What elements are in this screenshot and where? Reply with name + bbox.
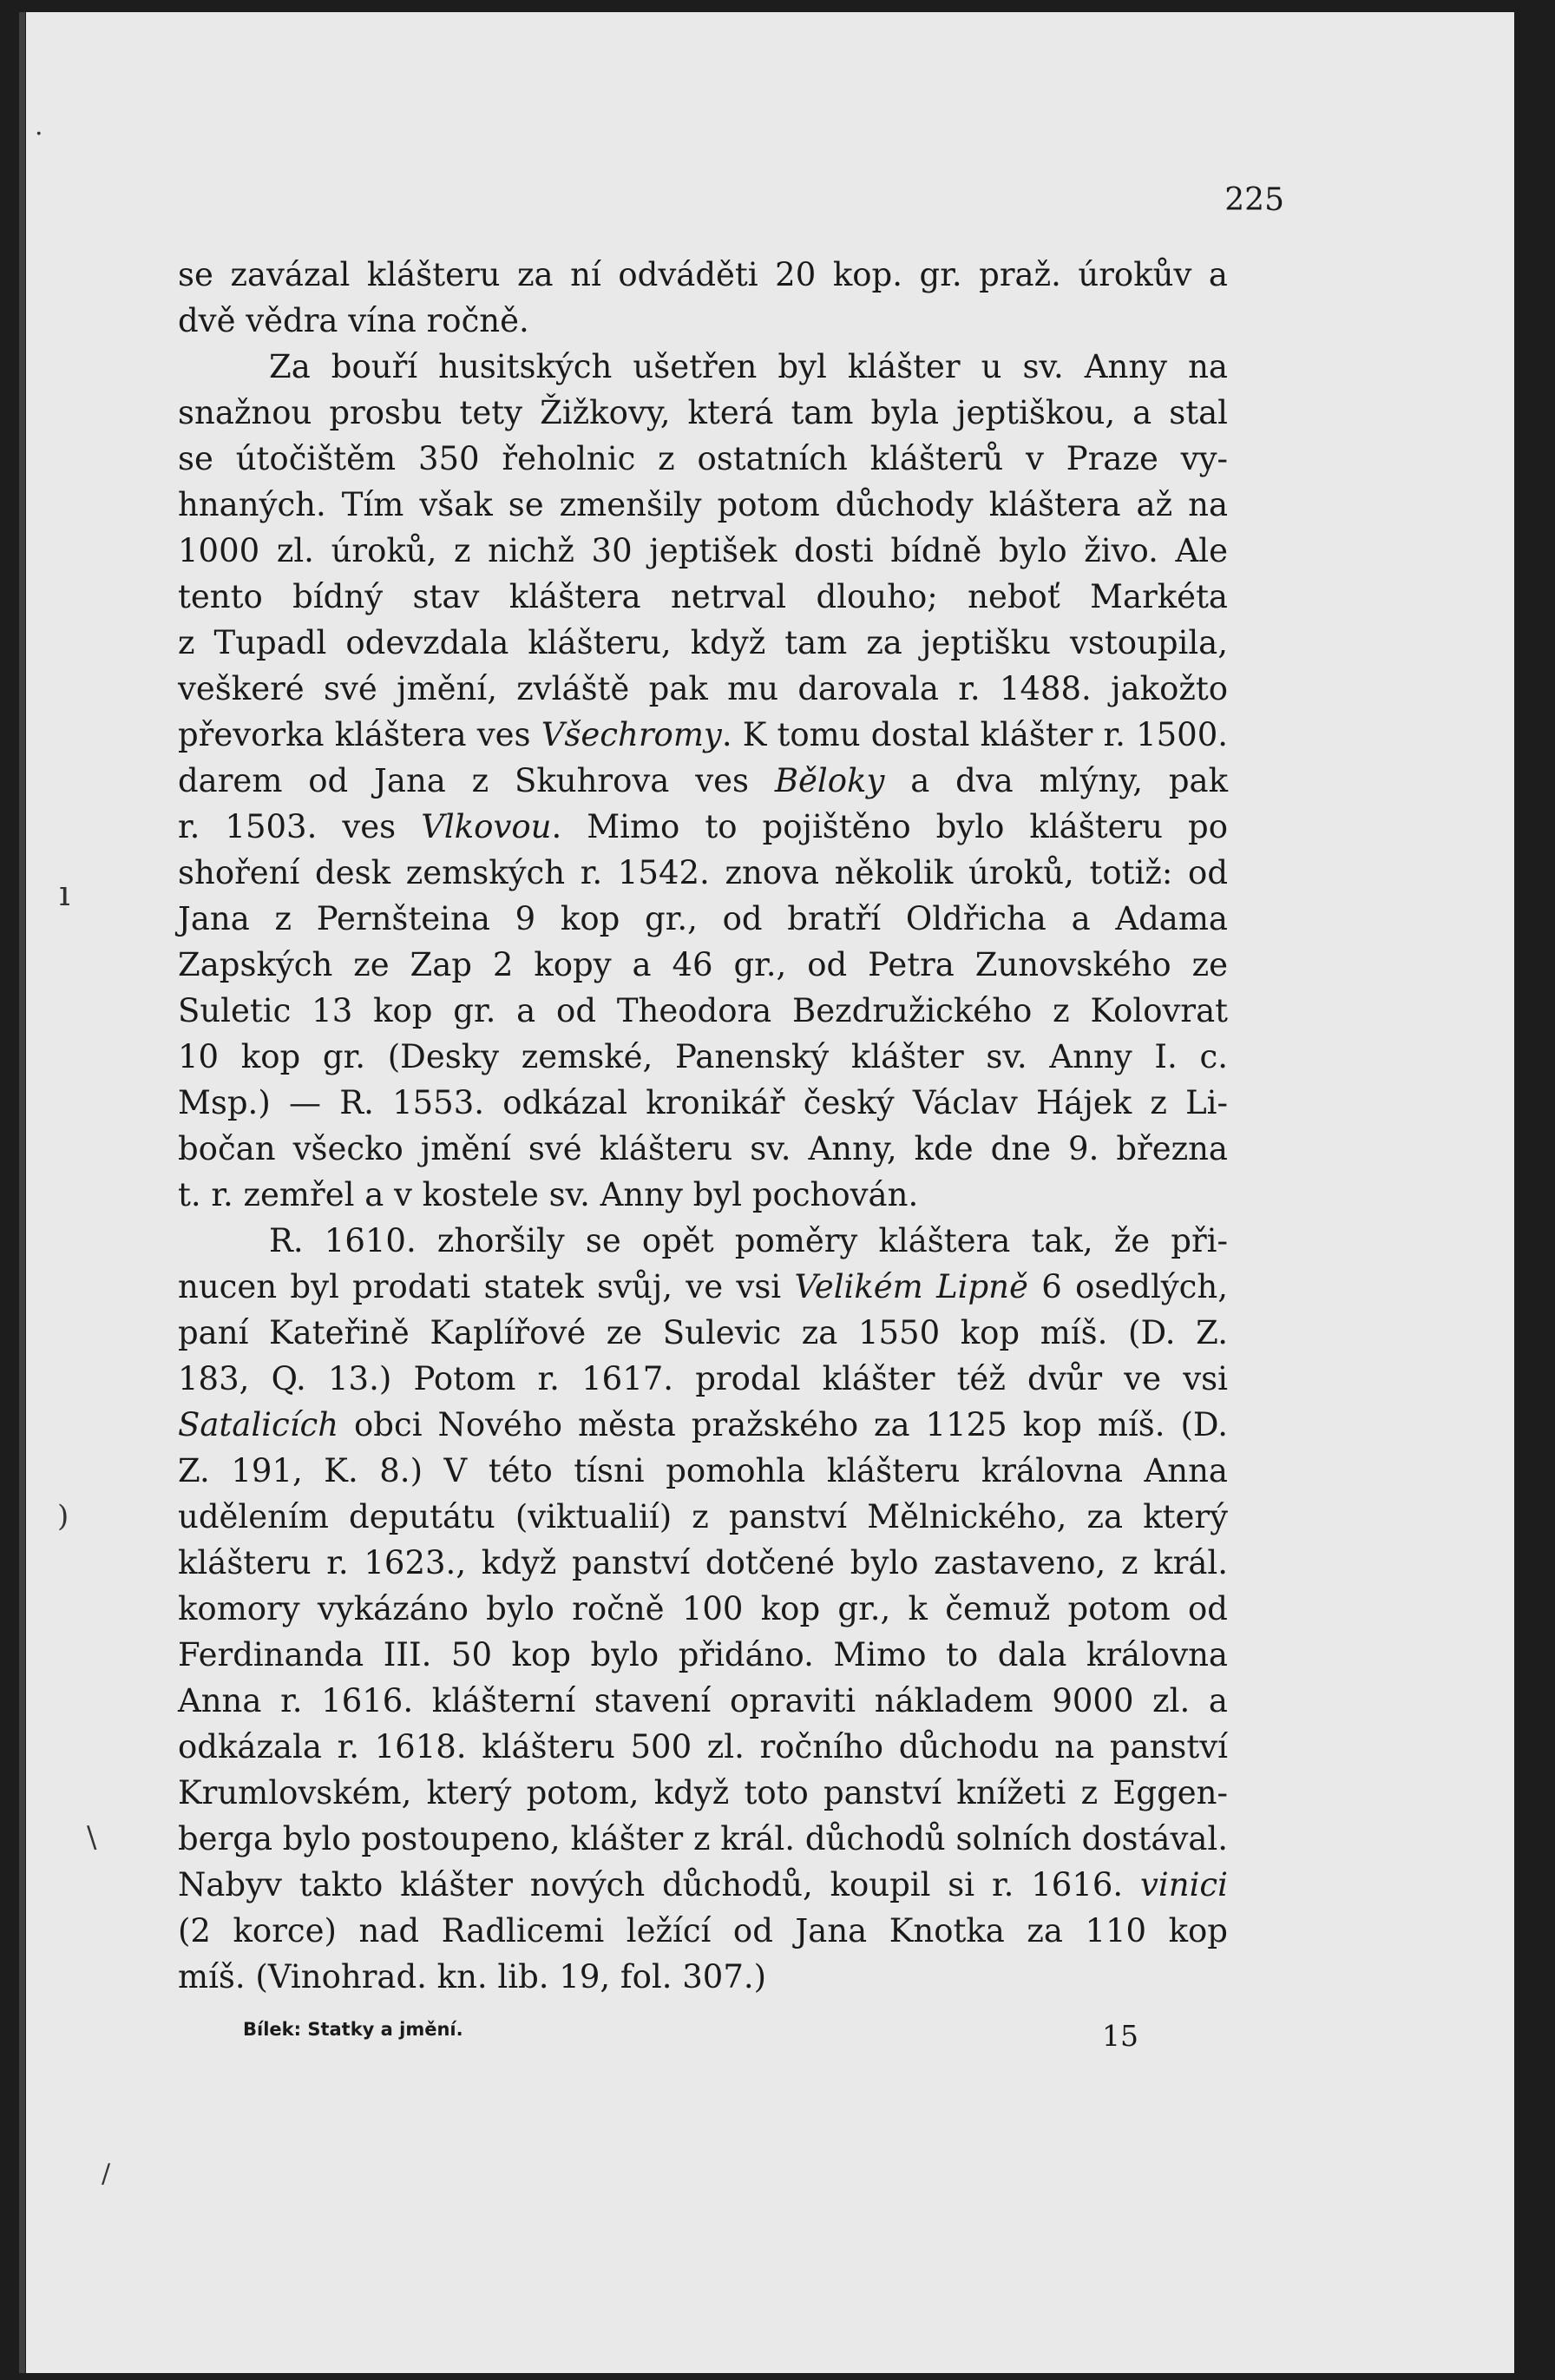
italic-place-name: Vlkovou <box>421 808 552 845</box>
text-run: tento bídný stav kláštera netrval dlouho; neboť Markéta <box>178 578 1228 615</box>
italic-place-name: vinici <box>1140 1866 1228 1903</box>
text-line <box>178 620 1228 666</box>
text-run: míš. (Vinohrad. kn. lib. 19, fol. 307.) <box>178 1958 767 1995</box>
text-line <box>178 1264 1228 1310</box>
text-line <box>178 1632 1228 1678</box>
margin-mark: \ <box>87 1820 97 1855</box>
text-line <box>178 666 1228 712</box>
text-line <box>178 942 1228 988</box>
text-line <box>178 1954 1228 2000</box>
text-run: udělením deputátu (viktualií) z panství Mělnického, za který <box>178 1498 1228 1535</box>
text-line <box>178 804 1228 850</box>
text-run: . K tomu dostal klášter r. 1500. <box>721 716 1228 753</box>
italic-place-name: Velikém Lipně <box>794 1268 1028 1305</box>
italic-place-name: Běloky <box>774 762 885 799</box>
text-line <box>178 1540 1228 1586</box>
text-line <box>178 1494 1228 1540</box>
text-line <box>178 482 1228 528</box>
book-spine-edge <box>19 12 25 2373</box>
text-run: obci Nového města pražského za 1125 kop míš. (D. <box>338 1406 1228 1443</box>
text-line <box>178 1034 1228 1080</box>
text-run: se zavázal klášteru za ní odváděti 20 kop. gr. praž. úrokův a <box>178 256 1228 293</box>
text-line <box>178 574 1228 620</box>
text-line <box>178 1402 1228 1448</box>
text-run: paní Kateřině Kaplířové ze Sulevic za 1550 kop míš. (D. Z. <box>178 1314 1228 1351</box>
text-line <box>178 252 1228 298</box>
text-line <box>178 712 1228 758</box>
text-run: Msp.) — R. 1553. odkázal kronikář český Václav Hájek z Li- <box>178 1084 1228 1121</box>
text-line <box>178 1908 1228 1954</box>
text-line <box>178 528 1228 574</box>
text-run: Za bouří husitských ušetřen byl klášter u sv. Anny na <box>269 348 1228 385</box>
text-run: Ferdinanda III. 50 kop bylo přidáno. Mimo to dala královna <box>178 1636 1228 1673</box>
text-run: Nabyv takto klášter nových důchodů, koupil si r. 1616. <box>178 1866 1141 1903</box>
text-run: snažnou prosbu tety Žižkovy, která tam byla jeptiškou, a stal <box>178 394 1228 431</box>
footer-signature: Bílek: Statky a jmění. <box>243 2019 463 2040</box>
text-run: veškeré své jmění, zvláště pak mu darovala r. 1488. jakožto <box>178 670 1228 707</box>
text-run: shoření desk zemských r. 1542. znova několik úroků, totiž: od <box>178 854 1228 891</box>
text-line <box>178 1586 1228 1632</box>
text-run: odkázala r. 1618. klášteru 500 zl. ročního důchodu na panství <box>178 1728 1228 1765</box>
text-run: . Mimo to pojištěno bylo klášteru po <box>551 808 1228 845</box>
text-run: Krumlovském, který potom, když toto panství knížeti z Eggen- <box>178 1774 1228 1811</box>
text-line <box>178 850 1228 896</box>
margin-mark: · <box>35 119 43 149</box>
text-line <box>178 1816 1228 1862</box>
text-run: nucen byl prodati statek svůj, ve vsi <box>178 1268 795 1305</box>
text-run: a dva mlýny, pak <box>884 762 1228 799</box>
text-line <box>178 1862 1228 1908</box>
text-run: Jana z Pernšteina 9 kop gr., od bratří Oldřicha a Adama <box>178 900 1228 937</box>
margin-mark: ı <box>59 874 70 914</box>
margin-mark: / <box>102 2159 111 2189</box>
text-run: se útočištěm 350 řeholnic z ostatních klášterů v Praze vy- <box>178 440 1228 477</box>
text-run: z Tupadl odevzdala klášteru, když tam za jeptišku vstoupila, <box>178 624 1228 661</box>
footer-sheet-number: 15 <box>1102 2019 1138 2053</box>
text-run: 1000 zl. úroků, z nichž 30 jeptišek dosti bídně bylo živo. Ale <box>178 532 1228 569</box>
text-line <box>178 1080 1228 1126</box>
text-run: Z. 191, K. 8.) V této tísni pomohla klášteru královna Anna <box>178 1452 1228 1489</box>
text-run: R. 1610. zhoršily se opět poměry kláštera tak, že při- <box>269 1222 1228 1259</box>
text-line <box>178 988 1228 1034</box>
text-line <box>178 436 1228 482</box>
text-run: r. 1503. ves <box>178 808 422 845</box>
text-run: 183, Q. 13.) Potom r. 1617. prodal klášter též dvůr ve vsi <box>178 1360 1228 1397</box>
text-line <box>178 1218 1228 1264</box>
text-run: Suletic 13 kop gr. a od Theodora Bezdružického z Kolovrat <box>178 992 1228 1029</box>
text-line <box>178 344 1228 390</box>
text-line <box>178 1356 1228 1402</box>
text-run: Zapských ze Zap 2 kopy a 46 gr., od Petra Zunovského ze <box>178 946 1228 983</box>
text-run: hnaných. Tím však se zmenšily potom důchody kláštera až na <box>178 486 1228 523</box>
text-run: dvě vědra vína ročně. <box>178 302 529 339</box>
italic-place-name: Satalicích <box>178 1406 339 1443</box>
italic-place-name: Všechromy <box>541 716 722 753</box>
text-line <box>178 1310 1228 1356</box>
text-run: klášteru r. 1623., když panství dotčené bylo zastaveno, z král. <box>178 1544 1228 1581</box>
text-run: 6 osedlých, <box>1027 1268 1228 1305</box>
text-run: převorka kláštera ves <box>178 716 541 753</box>
margin-mark: ) <box>57 1499 69 1534</box>
page-number: 225 <box>1224 182 1284 218</box>
text-line <box>178 1770 1228 1816</box>
text-line <box>178 1678 1228 1724</box>
text-line <box>178 390 1228 436</box>
text-run: bočan všecko jmění své klášteru sv. Anny, kde dne 9. března <box>178 1130 1228 1167</box>
text-line <box>178 1126 1228 1172</box>
text-line <box>178 1724 1228 1770</box>
text-run: komory vykázáno bylo ročně 100 kop gr., k čemuž potom od <box>178 1590 1228 1627</box>
text-run: 10 kop gr. (Desky zemské, Panenský klášter sv. Anny I. c. <box>178 1038 1228 1075</box>
text-run: darem od Jana z Skuhrova ves <box>178 762 775 799</box>
text-line <box>178 1448 1228 1494</box>
body-text <box>178 252 1228 2000</box>
text-line <box>178 298 1228 344</box>
text-line <box>178 758 1228 804</box>
text-line <box>178 896 1228 942</box>
text-run: t. r. zemřel a v kostele sv. Anny byl pochován. <box>178 1176 919 1213</box>
text-run: (2 korce) nad Radlicemi ležící od Jana Knotka za 110 kop <box>178 1912 1228 1949</box>
text-run: Anna r. 1616. klášterní stavení opraviti nákladem 9000 zl. a <box>178 1682 1228 1719</box>
text-line <box>178 1172 1228 1218</box>
text-run: berga bylo postoupeno, klášter z král. důchodů solních dostával. <box>178 1820 1228 1857</box>
